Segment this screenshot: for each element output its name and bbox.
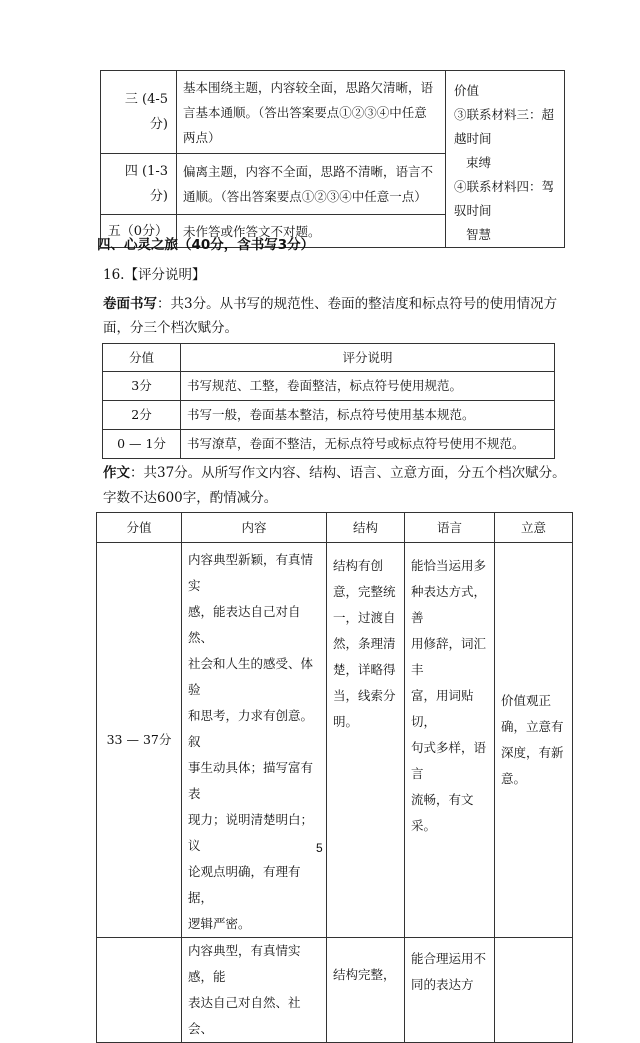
level-3-desc: 基本围绕主题，内容较全面，思路欠清晰，语言基本通顺。（答出答案要点①②③④中任意两点） (177, 71, 446, 154)
language-cell: 能合理运用不 同的表达方 (405, 938, 495, 1043)
header-score: 分值 (97, 513, 182, 543)
value-line: ③联系材料三：超越时间 (454, 107, 555, 146)
essay-label: 作文 (103, 465, 130, 481)
score-cell: 3分 (103, 372, 181, 401)
header-score: 分值 (103, 344, 181, 372)
level-5-cell: 五（0分） (101, 215, 177, 248)
structure-cell: 结构完整， (327, 938, 405, 1043)
page-number: 5 (316, 841, 323, 855)
level-4-cell: 四 (1-3分) (101, 154, 177, 215)
value-line: 智慧 (466, 227, 492, 242)
language-cell: 能恰当运用多 种表达方式，善 用修辞，词汇丰 富，用词贴切， 句式多样，语言 流畅，有文采。 (405, 543, 495, 938)
header-desc: 评分说明 (181, 344, 555, 372)
desc-cell: 书写规范、工整，卷面整洁，标点符号使用规范。 (181, 372, 555, 401)
level-5-desc: 未作答或作答文不对题。 (177, 215, 446, 248)
content-cell: 内容典型新颖，有真情实 感，能表达自己对自然、 社会和人生的感受、体验 和思考，力求有创意。叙 事生动具体；描写富有表 现力；说明清楚明白；议 论观点明确，有理有据， 逻辑严密。 (182, 543, 327, 938)
score-cell-empty (97, 938, 182, 1043)
essay-paragraph (103, 463, 573, 483)
essay-paragraph-cont: 字数不达600字，酌情减分。 (103, 490, 278, 506)
header-language: 语言 (405, 513, 495, 543)
desc-cell: 书写潦草，卷面不整洁，无标点符号或标点符号使用不规范。 (181, 430, 555, 459)
handwriting-paragraph-cont: 面，分三个档次赋分。 (103, 320, 238, 336)
handwriting-label: 卷面书写 (103, 296, 157, 312)
structure-cell: 结构有创 意，完整统 一，过渡自 然，条理清 楚，详略得 当，线索分 明。 (327, 543, 405, 938)
handwriting-text: ：共3分。从书写的规范性、卷面的整洁度和标点符号的使用情况方 (157, 296, 558, 312)
section-title: 四、心灵之旅（40分，含书写3分） (97, 237, 315, 253)
value-column (446, 71, 565, 248)
value-line: ④联系材料四：驾驭时间 (454, 179, 555, 218)
idea-cell-empty (495, 938, 573, 1043)
header-structure: 结构 (327, 513, 405, 543)
desc-cell: 书写一般，卷面基本整洁，标点符号使用基本规范。 (181, 401, 555, 430)
idea-cell: 价值观正 确，立意有 深度，有新 意。 (495, 543, 573, 938)
score-33-37: 33 — 37分 (97, 543, 182, 938)
score-cell: 0 — 1分 (103, 430, 181, 459)
value-line: 价值 (454, 83, 480, 98)
header-idea: 立意 (495, 513, 573, 543)
essay-grading-table (96, 512, 573, 1043)
level-4-desc: 偏离主题，内容不全面，思路不清晰，语言不通顺。（答出答案要点①②③④中任意一点） (177, 154, 446, 215)
essay-text: ：共37分。从所写作文内容、结构、语言、立意方面，分五个档次赋分。 (130, 465, 566, 481)
question-16-label: 16.【评分说明】 (103, 267, 206, 283)
grading-table-top (100, 70, 565, 248)
level-3-cell: 三 (4-5分) (101, 71, 177, 154)
score-cell: 2分 (103, 401, 181, 430)
value-line: 束缚 (466, 155, 492, 170)
header-content: 内容 (182, 513, 327, 543)
handwriting-paragraph (103, 294, 573, 314)
content-cell: 内容典型，有真情实感，能 表达自己对自然、社会、 (182, 938, 327, 1043)
handwriting-table (102, 343, 555, 459)
